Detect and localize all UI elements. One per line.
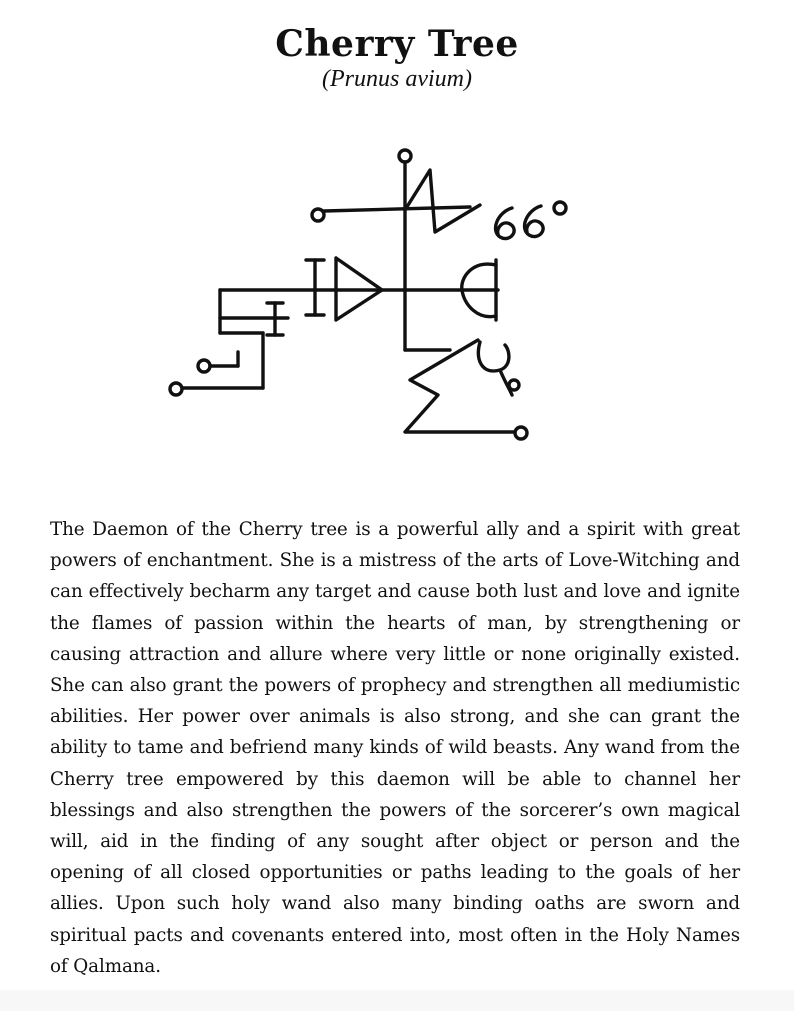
cherry-tree-sigil-icon xyxy=(160,140,580,450)
sigil-left-circle xyxy=(170,383,182,395)
sigil-upper-zigzag xyxy=(405,170,480,232)
body-paragraph: The Daemon of the Cherry tree is a powerful ally and a spirit with great powers of enchantment. She is a mistress of the arts of Love-Witching and can effectively becharm any target and cause both lust and love and ignite the flames of passion within the hearts of man, by strengthening or causing attraction and allure where very little or none originally existed. She can also grant the powers of prophecy and strengthen all mediumistic abilities. Her power over animals is also strong, and she can grant the ability to tame and befriend many kinds of wild beasts. Any wand from the Cherry tree empowered by this daemon will be able to channel her blessings and also strengthen the powers of the sorcerer’s own magical will, aid in the finding of any sought after object or person and the opening of all closed opportunities or paths leading to the goals of her allies. Upon such holy wand also many binding oaths are sworn and spiritual pacts and covenants entered into, most often in the Holy Names of Qalmana. xyxy=(50,519,740,977)
page-title: Cherry Tree xyxy=(275,23,519,65)
sigil-y-dot xyxy=(509,380,519,390)
sigil-loop-2 xyxy=(525,206,544,237)
page-bottom-edge xyxy=(0,990,794,1011)
sigil-y-glyph xyxy=(478,342,512,395)
sigil-loop-1 xyxy=(496,208,515,239)
sigil-top-circle xyxy=(399,150,411,162)
sigil-upper-bar xyxy=(324,207,470,211)
sigil-upper-right-circle xyxy=(554,202,566,214)
sigil-inner-left-circle xyxy=(198,360,210,372)
page-subtitle: (Prunus avium) xyxy=(322,66,472,92)
sigil-bottom-right-circle xyxy=(515,427,527,439)
sigil-lower-zigzag xyxy=(405,340,515,432)
sigil-upper-left-circle xyxy=(312,209,324,221)
